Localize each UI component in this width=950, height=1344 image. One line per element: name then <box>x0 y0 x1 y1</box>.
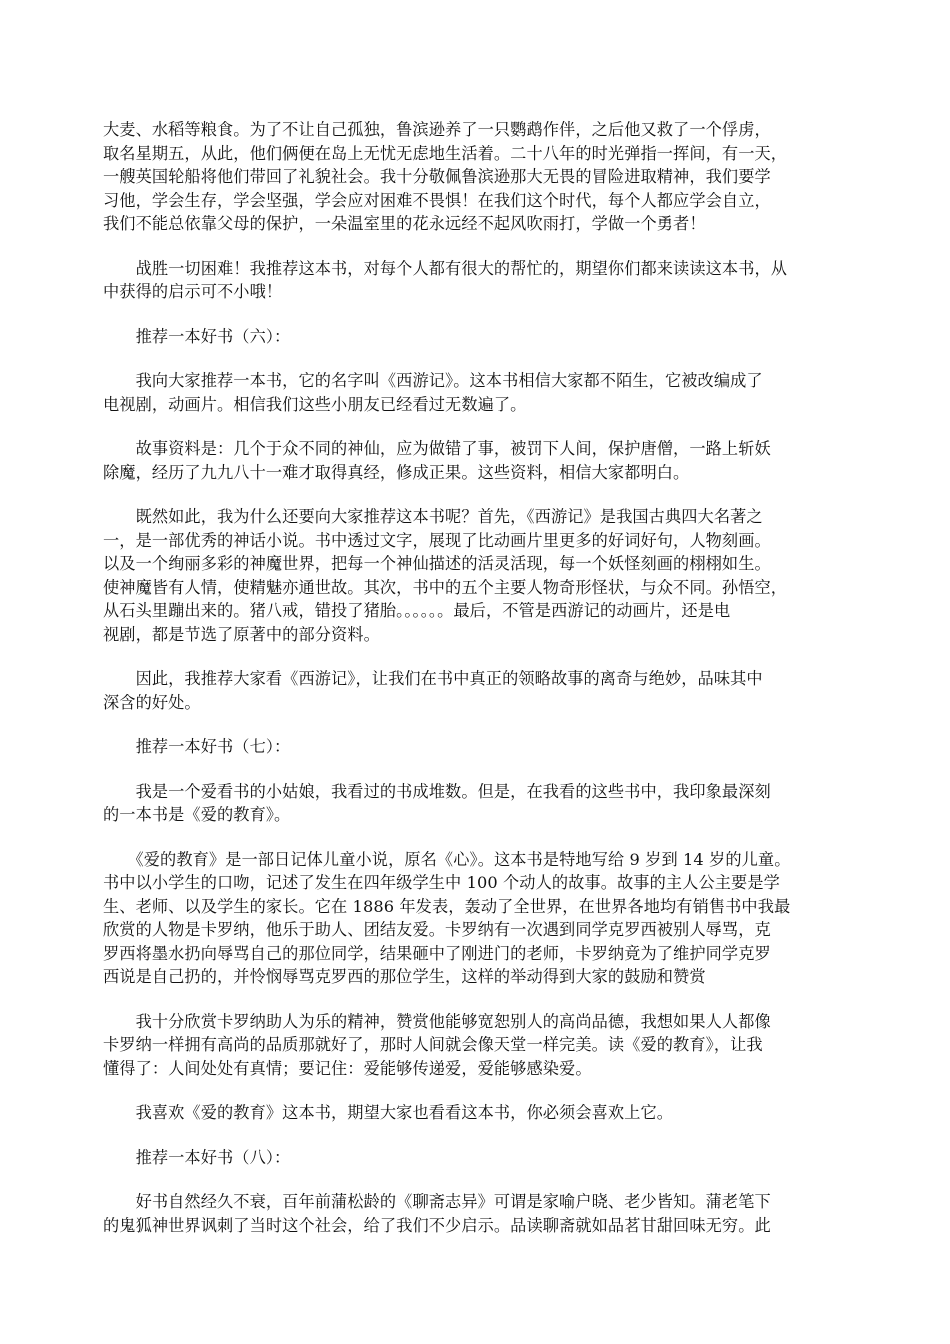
text-line: 罗西将墨水扔向辱骂自己的那位同学，结果砸中了刚进门的老师，卡罗纳竟为了维护同学克罗 <box>103 943 771 963</box>
text-line: 卡罗纳一样拥有高尚的品质那就好了，那时人间就会像天堂一样完美。读《爱的教育》，让我 <box>103 1035 763 1054</box>
text-line: 我是一个爱看书的小姑娘，我看过的书成堆数。但是，在我看的这些书中，我印象最深刻 <box>103 781 771 801</box>
text-line: 我喜欢《爱的教育》这本书，期望大家也看看这本书，你必须会喜欢上它。 <box>103 1103 674 1122</box>
paragraph-p11 <box>103 1010 863 1081</box>
text-line: 使神魔皆有人情，使精魅亦通世故。其次，书中的五个主要人物奇形怪状，与众不同。孙悟空， <box>103 577 788 597</box>
text-line: 大麦、水稻等粮食。为了不让自己孤独，鲁滨逊养了一只鹦鹉作伴，之后他又救了一个俘虏， <box>103 120 771 139</box>
paragraph-p2 <box>103 257 863 304</box>
paragraph-p3 <box>103 325 863 349</box>
paragraph-p10 <box>103 848 863 989</box>
text-line: 推荐一本好书（八）： <box>103 1147 291 1167</box>
paragraph-p5 <box>103 437 863 484</box>
paragraph-p9 <box>103 780 863 827</box>
paragraph-p1 <box>103 118 863 236</box>
text-line: 的一本书是《爱的教育》。 <box>103 805 291 824</box>
document-page <box>103 118 863 1258</box>
text-line: 以及一个绚丽多彩的神魔世界，把每一个神仙描述的活灵活现，每一个妖怪刻画的栩栩如生。 <box>103 554 771 573</box>
text-line: 推荐一本好书（七）： <box>103 737 291 756</box>
text-line: 取名星期五，从此，他们俩便在岛上无忧无虑地生活着。二十八年的时光弹指一挥间，有一天， <box>103 143 788 163</box>
text-line: 故事资料是：几个于众不同的神仙，应为做错了事，被罚下人间，保护唐僧，一路上斩妖 <box>103 439 771 458</box>
text-line: 除魔，经历了九九八十一难才取得真经，修成正果。这些资料，相信大家都明白。 <box>103 462 690 482</box>
paragraph-p6 <box>103 505 863 646</box>
paragraph-p13 <box>103 1146 863 1170</box>
paragraph-p12 <box>103 1101 863 1125</box>
paragraph-p8 <box>103 735 863 759</box>
text-line: 电视剧，动画片。相信我们这些小朋友已经看过无数遍了。 <box>103 394 527 414</box>
text-line: 我十分欣赏卡罗纳助人为乐的精神，赞赏他能够宽恕别人的高尚品德，我想如果人人都像 <box>103 1011 771 1031</box>
paragraph-p4 <box>103 369 863 416</box>
text-line: 习他，学会生存，学会坚强，学会应对困难不畏惧！在我们这个时代，每个人都应学会自立， <box>103 190 771 210</box>
text-line: 一艘英国轮船将他们带回了礼貌社会。我十分敬佩鲁滨逊那大无畏的冒险进取精神，我们要学 <box>103 167 771 186</box>
text-line: 西说是自己扔的，并怜悯辱骂克罗西的那位学生，这样的举动得到大家的鼓励和赞赏 <box>103 967 706 986</box>
text-line: 我向大家推荐一本书，它的名字叫《西游记》。这本书相信大家都不陌生，它被改编成了 <box>103 371 763 390</box>
text-line: 书中以小学生的口吻，记述了发生在四年级学生中 100 个动人的故事。故事的主人公主要是学 <box>103 873 780 892</box>
text-line: 懂得了：人间处处有真情；要记住：爱能够传递爱，爱能够感染爱。 <box>103 1058 592 1078</box>
text-line: 视剧，都是节选了原著中的部分资料。 <box>103 624 380 644</box>
text-line: 一，是一部优秀的神话小说。书中透过文字，展现了比动画片里更多的好词好句，人物刻画。 <box>103 530 771 550</box>
text-line: 的鬼狐神世界讽刺了当时这个社会，给了我们不少启示。品读聊斋就如品茗甘甜回味无穷。此 <box>103 1215 771 1235</box>
text-line: 我们不能总依靠父母的保护，一朵温室里的花永远经不起风吹雨打，学做一个勇者！ <box>103 214 706 233</box>
paragraph-p7 <box>103 667 863 714</box>
text-line: 从石头里蹦出来的。猪八戒，错投了猪胎。。。。。。最后，不管是西游记的动画片，还是电 <box>103 601 731 620</box>
text-line: 战胜一切困难！我推荐这本书，对每个人都有很大的帮忙的，期望你们都来读读这本书，从 <box>103 258 788 278</box>
text-line: 欣赏的人物是卡罗纳，他乐于助人、团结友爱。卡罗纳有一次遇到同学克罗西被别人辱骂，克 <box>103 920 771 939</box>
text-line: 因此，我推荐大家看《西游记》，让我们在书中真正的领略故事的离奇与绝妙，品味其中 <box>103 669 763 688</box>
text-line: 好书自然经久不衰，百年前蒲松龄的《聊斋志异》可谓是家喻户晓、老少皆知。蒲老笔下 <box>103 1192 771 1211</box>
text-line: 《爱的教育》是一部日记体儿童小说，原名《心》。这本书是特地写给 9 岁到 14 岁的儿童。 <box>103 849 791 869</box>
text-line: 深含的好处。 <box>103 692 201 712</box>
text-line: 中获得的启示可不小哦！ <box>103 282 283 301</box>
text-line: 生、老师、以及学生的家长。它在 1886 年发表，轰动了全世界，在世界各地均有销售书中我最 <box>103 896 791 916</box>
text-line: 既然如此，我为什么还要向大家推荐这本书呢？首先，《西游记》是我国古典四大名著之 <box>103 507 763 526</box>
text-line: 推荐一本好书（六）： <box>103 326 291 346</box>
paragraph-p14 <box>103 1190 863 1237</box>
